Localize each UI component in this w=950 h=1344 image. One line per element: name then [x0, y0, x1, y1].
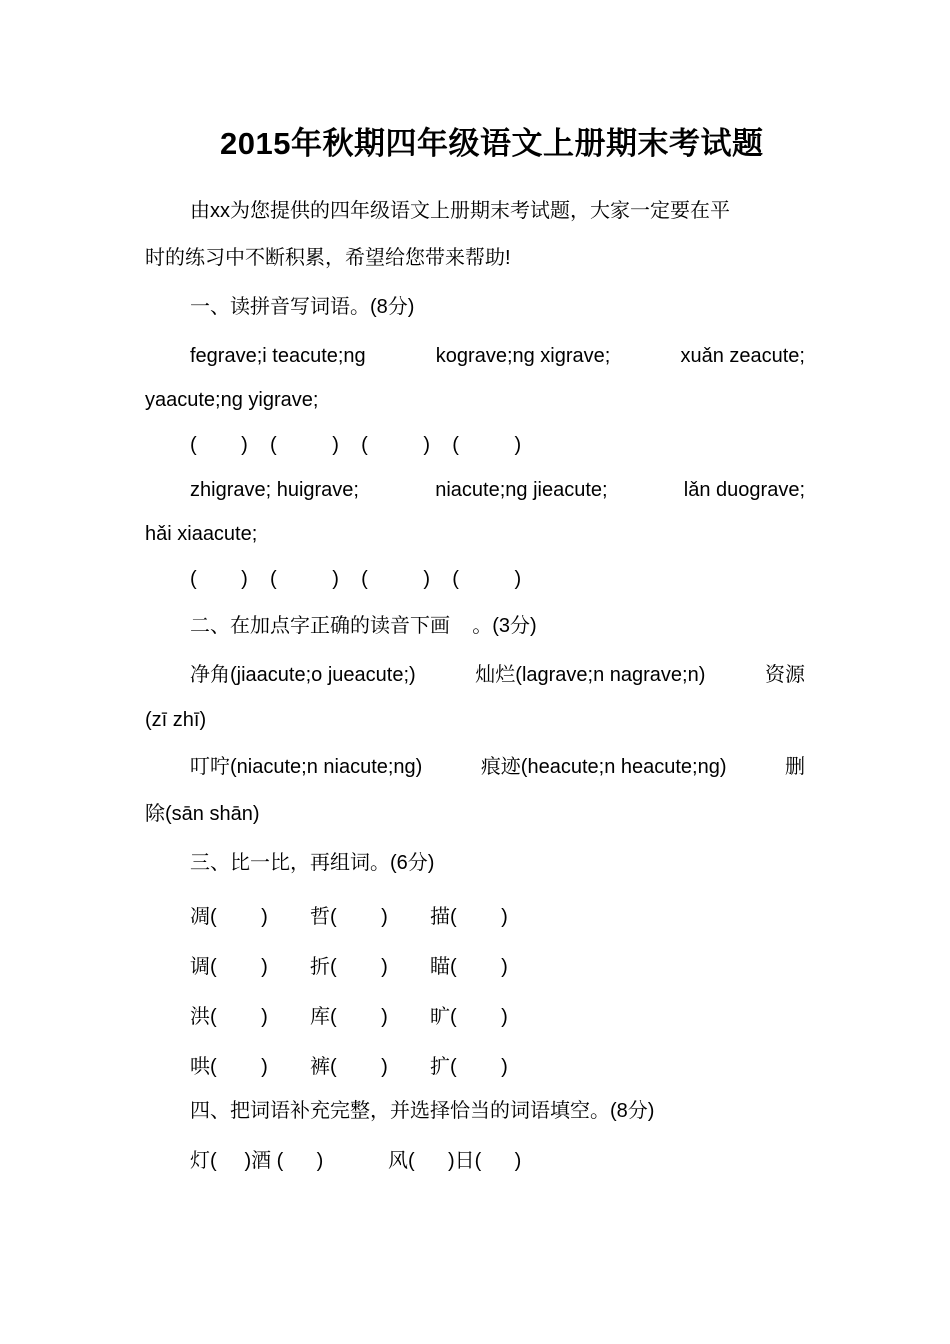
pinyin-item: zhigrave; huigrave; — [190, 479, 359, 501]
pinyin-item: kograve;ng xigrave; — [435, 345, 611, 367]
compare-row — [190, 900, 550, 929]
compare-item: 裤( ) — [310, 1056, 388, 1078]
section2-row1-cont: (zī zhī) — [145, 709, 207, 731]
section2-row2 — [190, 754, 805, 780]
section4-item-1: 灯( )酒 ( ) — [190, 1150, 324, 1172]
reading-choice: 删 — [784, 756, 805, 778]
compare-row — [190, 1000, 550, 1029]
compare-item: 折( ) — [310, 956, 388, 978]
pinyin-item: xuǎn zeacute; — [680, 345, 805, 367]
section2-heading: 二、在加点字正确的读音下画 。(3分) — [190, 615, 537, 637]
compare-item: 扩( ) — [430, 1056, 508, 1078]
compare-row — [190, 950, 550, 979]
pinyin-item: fegrave;i teacute;ng — [190, 345, 366, 367]
section1-pinyin-row2-cont: hǎi xiaacute; — [145, 523, 258, 545]
section1-pinyin-row2 — [190, 477, 805, 503]
section1-heading: 一、读拼音写词语。(8分) — [190, 296, 415, 318]
compare-item: 哄( ) — [190, 1056, 268, 1078]
answer-parens-row2: ( ) ( ) ( ) ( ) — [190, 568, 522, 590]
pinyin-item: lǎn duograve; — [683, 479, 805, 501]
section2-row2-cont: 除(sān shān) — [145, 803, 260, 825]
compare-item: 瞄( ) — [430, 956, 508, 978]
reading-choice: 资源 — [765, 664, 805, 686]
answer-parens-row1-text: ( ) ( ) ( ) ( ) — [190, 434, 522, 456]
section1-pinyin-row1 — [190, 343, 805, 369]
section4-heading: 四、把词语补充完整，并选择恰当的词语填空。(8分) — [190, 1100, 655, 1122]
compare-item: 库( ) — [310, 1006, 388, 1028]
intro-line-1: 由xx为您提供的四年级语文上册期末考试题，大家一定要在平 — [190, 200, 730, 222]
compare-item: 哲( ) — [310, 906, 388, 928]
section3-heading: 三、比一比，再组词。(6分) — [190, 852, 435, 874]
reading-choice: 痕迹(heacute;n heacute;ng) — [480, 756, 727, 778]
compare-item: 调( ) — [190, 956, 268, 978]
reading-choice: 叮咛(niacute;n niacute;ng) — [190, 756, 423, 778]
reading-choice: 净角(jiaacute;o jueacute;) — [190, 664, 416, 686]
compare-item: 凋( ) — [190, 906, 268, 928]
section4-item-2: 风( )日( ) — [388, 1150, 522, 1172]
section1-pinyin-row1-cont: yaacute;ng yigrave; — [145, 389, 319, 411]
compare-item: 描( ) — [430, 906, 508, 928]
intro-line-2: 时的练习中不断积累，希望给您带来帮助! — [145, 247, 511, 269]
compare-row — [190, 1050, 550, 1079]
page-title: 2015年秋期四年级语文上册期末考试题 — [220, 126, 764, 161]
pinyin-item: niacute;ng jieacute; — [435, 479, 608, 501]
compare-item: 洪( ) — [190, 1006, 268, 1028]
reading-choice: 灿烂(lagrave;n nagrave;n) — [475, 664, 706, 686]
section2-row1 — [190, 662, 805, 688]
compare-item: 旷( ) — [430, 1006, 508, 1028]
